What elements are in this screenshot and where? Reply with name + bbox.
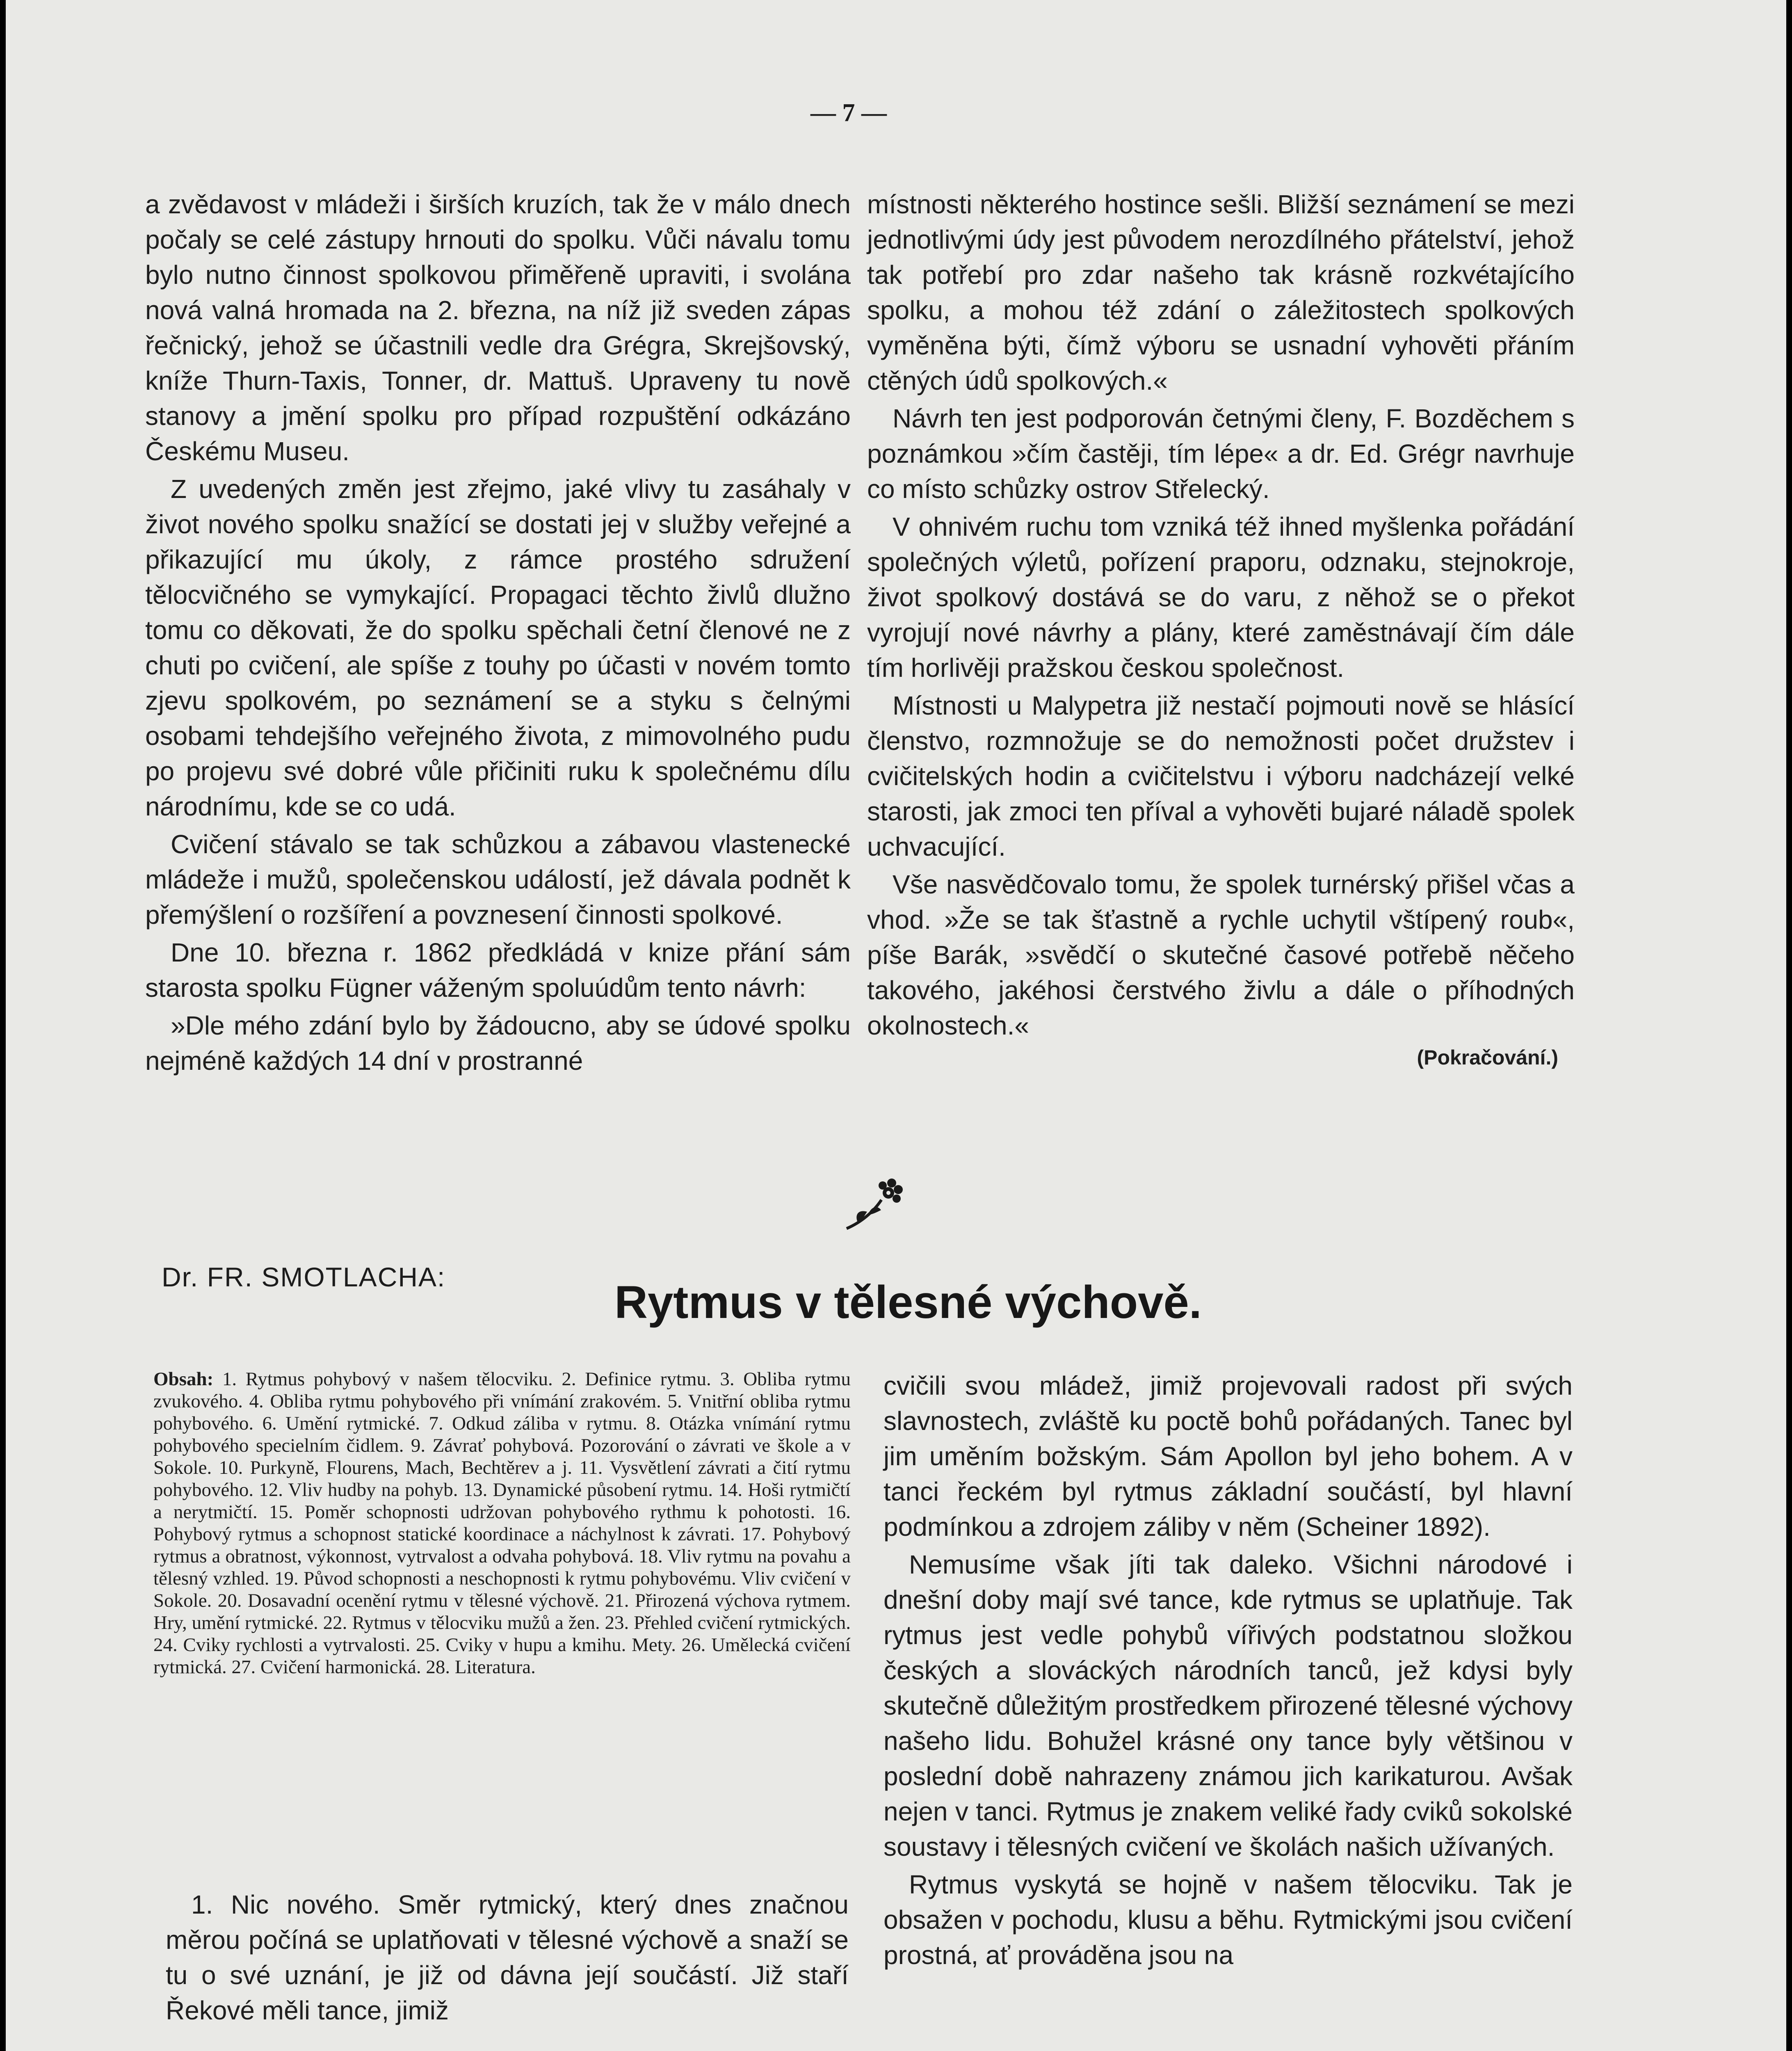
paragraph: Vše nasvědčovalo tomu, že spolek turnérský přišel včas a vhod. »Že se tak šťastně a rychle uchytil vštípený roub«, píše Barák, »svědčí o skutečné časové potřebě něčeho takového, jakéhosi čerstvého živlu a dále o příhodných okolnostech.« [867,870,1575,1040]
page-number: — 7 — [810,99,887,127]
paragraph: Dne 10. března r. 1862 předkládá v knize přání sám starosta spolku Fügner váženým spoluúdům tento návrh: [145,938,851,1003]
paragraph: cvičili svou mládež, jimiž projevovali radost při svých slavnostech, zvláště ku poctě bohů pořádaných. Tanec byl jim uměním božským. Sám Apollon byl jeho bohem. A v tanci řeckém byl rytmus základní součástí, byl hlavní podmínkou a zdrojem záliby v něm (Scheiner 1892). [883,1371,1573,1542]
article-author: Dr. FR. SMOTLACHA: [162,1262,446,1292]
paragraph: Rytmus vyskytá se hojně v našem tělocviku. Tak je obsažen v pochodu, klusu a běhu. Rytmickými jsou cvičení prostná, ať prováděna jsou na [883,1870,1573,1970]
article-title: Rytmus v tělesné výchově. [614,1277,1202,1328]
paragraph: »Dle mého zdání bylo by žádoucno, aby se údové spolku nejméně každých 14 dní v prostranné [145,1011,851,1076]
contents-summary [153,1368,851,1678]
page [6,0,1786,2051]
article-column-left [166,1887,849,2028]
contents-label: Obsah: [153,1368,214,1390]
paragraph: místnosti některého hostince sešli. Bližší seznámení se mezi jednotlivými údy jest původem nerozdílného přátelství, jehož tak potřebí pro zdar našeho tak krásně rozkvétajícího spolku, a mohou též zdání o záležitostech spolkových vyměněna býti, čímž výboru se usnadní vyhověti přáním ctěných údů spolkových.« [867,190,1575,395]
paragraph: Z uvedených změn jest zřejmo, jaké vlivy tu zasáhaly v život nového spolku snažící se dostati jej v služby veřejné a přikazující mu úkoly, z rámce prostého sdružení tělocvičného se vymykající. Propagaci těchto živlů dlužno tomu co děkovati, že do spolku spěchali četní členové ne z chuti po cvičení, ale spíše z touhy po účasti v novém tomto zjevu spolkovém, po seznámení se a styku s čelnými osobami tehdejšího veřejného života, z mimovolného pudu po projevu své dobré vůle přičiniti ruku k společnému dílu národnímu, kde se co udá. [145,474,851,821]
paragraph: Místnosti u Malypetra již nestačí pojmouti nově se hlásící členstvo, rozmnožuje se do nemožnosti počet družstev i cvičitelských hodin a cvičitelstvu i výboru nadcházejí velké starosti, jak zmoci ten příval a vyhověti bujaré náladě spolek uchvacující. [867,691,1575,861]
paragraph: Nemusíme však jíti tak daleko. Všichni národové i dnešní doby mají své tance, kde rytmus se uplatňuje. Tak rytmus jest vedle pohybů vířivých podstatnou složkou českých a slováckých národních tanců, jež kdysi byly skutečně důležitým prostředkem přirozené tělesné výchovy našeho lidu. Bohužel krásné ony tance byly většinou v poslední době nahrazeny známou jich karikaturou. Avšak nejen v tanci. Rytmus je znakem veliké řady cviků sokolské soustavy i tělesných cvičení ve školách našich užívaných. [883,1550,1573,1861]
contents-text: 1. Rytmus pohybový v našem tělocviku. 2. Definice rytmu. 3. Obliba rytmu zvukového. 4. Obliba rytmu pohybového při vnímání zrakovém. 5. Vnitřní obliba rytmu pohybového. 6. Umění rytmické. 7. Odkud záliba v rytmu. 8. Otázka vnímání rytmu pohybového specielním čidlem. 9. Závrať pohybová. Pozorování o závrati ve škole a v Sokole. 10. Purkyně, Flourens, Mach, Bechtěrev a j. 11. Vysvětlení závrati a čití rytmu pohybového. 12. Vliv hudby na pohyb. 13. Dynamické působení rytmu. 14. Hoši rytmičtí a nerytmičtí. 15. Poměr schopnosti udržovan pohybového rythmu k pohotosti. 16. Pohybový rytmus a schopnost statické koordinace a náchylnost k závrati. 17. Pohybový rytmus a obratnost, výkonnost, vytrvalost a odvaha pohybová. 18. Vliv rytmu na povahu a tělesný vzhled. 19. Původ schopnosti a neschopnosti k rytmu pohybovému. Vliv cvičení v Sokole. 20. Dosavadní ocenění rytmu v tělesné výchově. 21. Přirozená výchova rytmem. Hry, umění rytmické. 22. Rytmus v tělocviku mužů a žen. 23. Přehled cvičení rytmických. 24. Cviky rychlosti a vytrvalosti. 25. Cviky v hupu a kmihu. Mety. 26. Umělecká cvičení rytmická. 27. Cvičení harmonická. 28. Literatura. [153,1368,851,1678]
text-column-left [145,187,851,1078]
paragraph: a zvědavost v mládeži i širších kruzích, tak že v málo dnech počaly se celé zástupy hrnouti do spolku. Vůči návalu tomu bylo nutno činnost spolkovou přiměřeně upraviti, i svolána nová valná hromada na 2. března, na níž již sveden zápas řečnický, jehož se účastnili vedle dra Grégra, Skrejšovský, kníže Thurn-Taxis, Tonner, dr. Mattuš. Upraveny tu nově stanovy a jmění spolku pro případ rozpuštění odkázáno Českému Museu. [145,190,851,466]
flower-ornament-icon [842,1177,908,1235]
paragraph: Návrh ten jest podporován četnými členy, F. Bozděchem s poznámkou »čím častěji, tím lépe« a dr. Ed. Grégr navrhuje co místo schůzky ostrov Střelecký. [867,404,1575,504]
continued-note: (Pokračování.) [1417,1046,1558,1069]
paragraph: 1. Nic nového. Směr rytmický, který dnes značnou měrou počíná se uplatňovati v tělesné výchově a snaží se tu o své uznání, je již od dávna její součástí. Již staří Řekové měli tance, jimiž [166,1890,849,2025]
text-column-right [867,187,1575,1075]
paragraph: V ohnivém ruchu tom vzniká též ihned myšlenka pořádání společných výletů, pořízení praporu, odznaku, stejnokroje, život spolkový dostává se do varu, z něhož se o překot vyrojují nové návrhy a plány, které zaměstnávají čím dále tím horlivěji pražskou českou společnost. [867,512,1575,683]
article-column-right [883,1368,1573,1973]
paragraph: Cvičení stávalo se tak schůzkou a zábavou vlastenecké mládeže i mužů, společenskou událostí, jež dávala podnět k přemýšlení o rozšíření a povznesení činnosti spolkové. [145,829,851,930]
